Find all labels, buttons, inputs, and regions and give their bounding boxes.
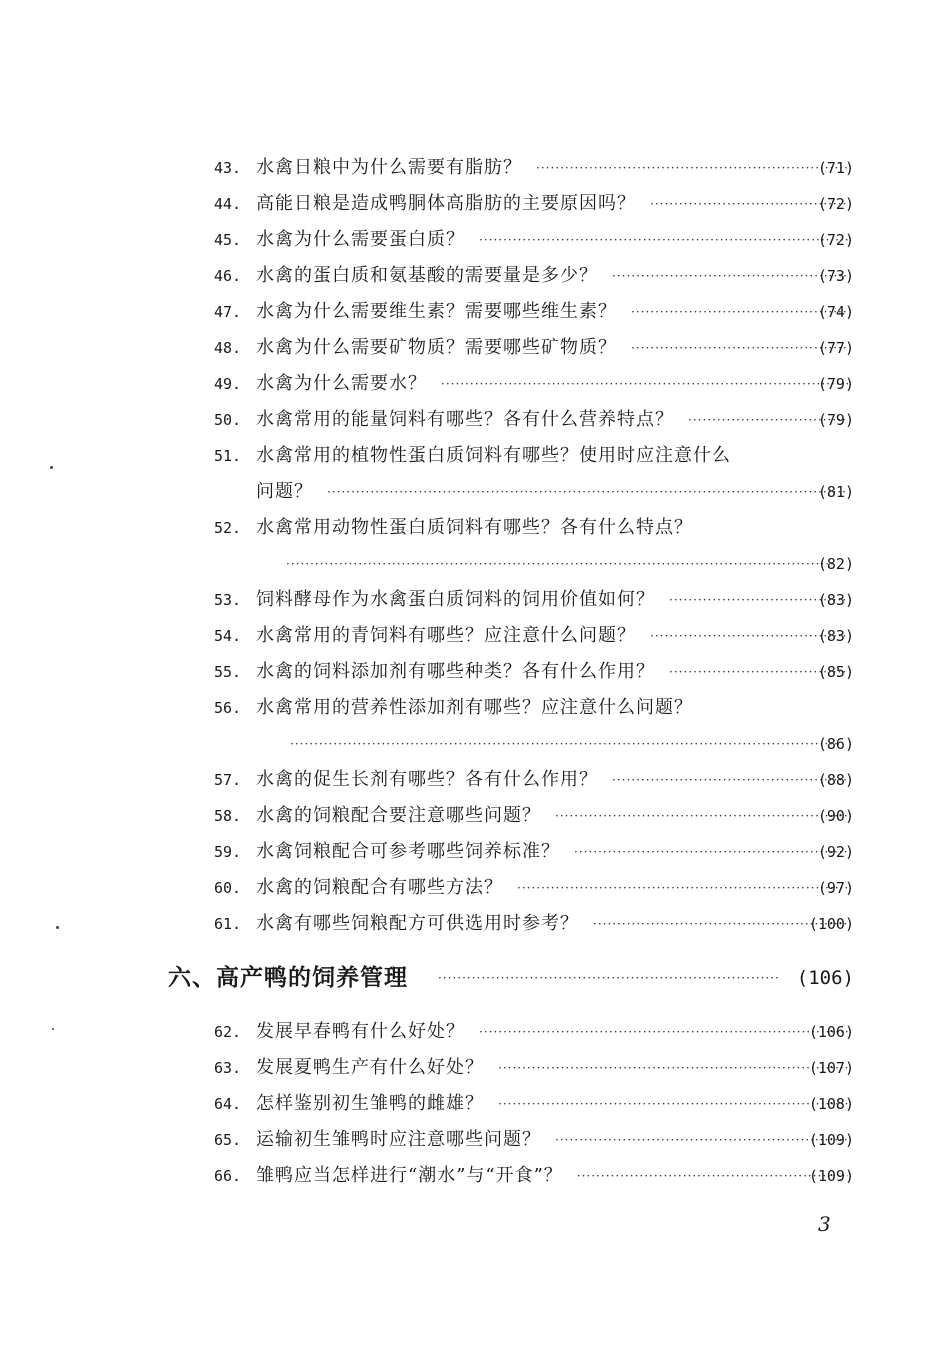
toc-entry bbox=[0, 762, 950, 798]
toc-entry bbox=[0, 1050, 950, 1086]
entry-page: (85) bbox=[817, 663, 854, 681]
toc-entry bbox=[0, 294, 950, 330]
entry-title: 水禽饲粮配合可参考哪些饲养标准？ bbox=[256, 841, 560, 862]
entry-page: (77) bbox=[817, 339, 854, 357]
toc-entry bbox=[0, 366, 950, 402]
entry-title: 水禽为什么需要矿物质？需要哪些矿物质？ bbox=[256, 337, 617, 358]
entry-title: 水禽的蛋白质和氨基酸的需要量是多少？ bbox=[256, 265, 598, 286]
section-title: 六、高产鸭的饲养管理 bbox=[168, 964, 408, 991]
entry-title: 运输初生雏鸭时应注意哪些问题？ bbox=[256, 1129, 541, 1150]
toc-entry-51-continued bbox=[0, 474, 950, 510]
entry-page: (79) bbox=[817, 411, 854, 429]
entry-page: (90) bbox=[817, 807, 854, 825]
entry-page: (108) bbox=[808, 1095, 854, 1113]
entry-page: (92) bbox=[817, 843, 854, 861]
entry-number: 46. bbox=[214, 267, 242, 285]
scan-speck bbox=[56, 926, 59, 929]
entry-page: (109) bbox=[808, 1131, 854, 1149]
entry-title: 饲料酵母作为水禽蛋白质饲料的饲用价值如何？ bbox=[256, 589, 655, 610]
entry-number: 64. bbox=[214, 1095, 242, 1113]
entry-number: 45. bbox=[214, 231, 242, 249]
toc-entry-56 bbox=[0, 690, 950, 726]
entry-title: 雏鸭应当怎样进行“潮水”与“开食”？ bbox=[256, 1165, 563, 1186]
toc-entry-52 bbox=[0, 510, 950, 546]
entry-number: 51. bbox=[214, 447, 242, 465]
entry-page: (100) bbox=[808, 915, 854, 933]
entry-page: (81) bbox=[817, 483, 854, 501]
entry-title: 水禽常用的青饲料有哪些？应注意什么问题？ bbox=[256, 625, 636, 646]
entry-title: 高能日粮是造成鸭胴体高脂肪的主要原因吗？ bbox=[256, 193, 636, 214]
entry-page: (72) bbox=[817, 195, 854, 213]
leader-dots bbox=[286, 546, 848, 582]
entry-title: 怎样鉴别初生雏鸭的雌雄？ bbox=[256, 1093, 484, 1114]
entry-title: 水禽常用的能量饲料有哪些？各有什么营养特点？ bbox=[256, 409, 674, 430]
toc-group-b bbox=[0, 582, 950, 690]
toc-entry bbox=[0, 402, 950, 438]
toc-group-d bbox=[0, 1014, 950, 1194]
toc-entry bbox=[0, 582, 950, 618]
toc-entry bbox=[0, 330, 950, 366]
entry-number: 54. bbox=[214, 627, 242, 645]
entry-title: 发展夏鸭生产有什么好处？ bbox=[256, 1057, 484, 1078]
entry-page: (109) bbox=[808, 1167, 854, 1185]
toc-group-a bbox=[0, 150, 950, 438]
leader-dots bbox=[290, 726, 848, 762]
entry-number: 53. bbox=[214, 591, 242, 609]
entry-title: 水禽的饲料添加剂有哪些种类？各有什么作用？ bbox=[256, 661, 655, 682]
toc-entry bbox=[0, 1158, 950, 1194]
entry-page: (83) bbox=[817, 627, 854, 645]
entry-page: (72) bbox=[817, 231, 854, 249]
entry-page: (74) bbox=[817, 303, 854, 321]
entry-title: 水禽为什么需要水？ bbox=[256, 373, 427, 394]
entry-number: 59. bbox=[214, 843, 242, 861]
leader-dots bbox=[327, 474, 848, 510]
entry-number: 58. bbox=[214, 807, 242, 825]
entry-number: 49. bbox=[214, 375, 242, 393]
entry-page: (71) bbox=[817, 159, 854, 177]
toc-group-c bbox=[0, 762, 950, 942]
entry-title: 水禽常用的营养性添加剂有哪些？应注意什么问题？ bbox=[256, 697, 693, 718]
toc-entry bbox=[0, 870, 950, 906]
toc-entry bbox=[0, 618, 950, 654]
entry-page: (107) bbox=[808, 1059, 854, 1077]
toc-entry bbox=[0, 150, 950, 186]
entry-page: (88) bbox=[817, 771, 854, 789]
entry-title: 水禽为什么需要维生素？需要哪些维生素？ bbox=[256, 301, 617, 322]
entry-number: 57. bbox=[214, 771, 242, 789]
leader-dots bbox=[498, 1086, 848, 1122]
leader-dots bbox=[498, 1050, 848, 1086]
leader-dots bbox=[441, 366, 848, 402]
entry-title: 水禽的促生长剂有哪些？各有什么作用？ bbox=[256, 769, 598, 790]
entry-title: 水禽常用的植物性蛋白质饲料有哪些？使用时应注意什么 bbox=[256, 445, 731, 466]
entry-number: 62. bbox=[214, 1023, 242, 1041]
entry-title: 水禽常用动物性蛋白质饲料有哪些？各有什么特点？ bbox=[256, 517, 693, 538]
toc-entry bbox=[0, 186, 950, 222]
entry-title-continued: 问题？ bbox=[256, 481, 313, 502]
scan-speck bbox=[52, 1028, 54, 1030]
section-page: (106) bbox=[796, 967, 854, 989]
toc-entry-56-continued bbox=[0, 726, 950, 762]
toc-entry bbox=[0, 222, 950, 258]
entry-title: 水禽的饲粮配合要注意哪些问题？ bbox=[256, 805, 541, 826]
toc-entry bbox=[0, 258, 950, 294]
entry-number: 63. bbox=[214, 1059, 242, 1077]
entry-number: 65. bbox=[214, 1131, 242, 1149]
entry-number: 50. bbox=[214, 411, 242, 429]
leader-dots bbox=[438, 942, 780, 1014]
toc-entry bbox=[0, 834, 950, 870]
entry-page: (79) bbox=[817, 375, 854, 393]
toc-entry bbox=[0, 1122, 950, 1158]
toc-entry bbox=[0, 1086, 950, 1122]
toc-entry-51 bbox=[0, 438, 950, 474]
table-of-contents bbox=[0, 150, 950, 1194]
entry-title: 发展早春鸭有什么好处？ bbox=[256, 1021, 465, 1042]
entry-number: 48. bbox=[214, 339, 242, 357]
entry-title: 水禽的饲粮配合有哪些方法？ bbox=[256, 877, 503, 898]
entry-number: 56. bbox=[214, 699, 242, 717]
entry-number: 52. bbox=[214, 519, 242, 537]
page-number: 3 bbox=[818, 1212, 831, 1236]
entry-page: (82) bbox=[817, 555, 854, 573]
leader-dots bbox=[479, 222, 848, 258]
entry-number: 55. bbox=[214, 663, 242, 681]
entry-number: 44. bbox=[214, 195, 242, 213]
toc-entry bbox=[0, 654, 950, 690]
entry-number: 43. bbox=[214, 159, 242, 177]
entry-title: 水禽日粮中为什么需要有脂肪？ bbox=[256, 157, 522, 178]
entry-number: 66. bbox=[214, 1167, 242, 1185]
entry-page: (97) bbox=[817, 879, 854, 897]
entry-number: 61. bbox=[214, 915, 242, 933]
entry-number: 60. bbox=[214, 879, 242, 897]
entry-page: (86) bbox=[817, 735, 854, 753]
leader-dots bbox=[479, 1014, 848, 1050]
entry-page: (106) bbox=[808, 1023, 854, 1041]
section-heading bbox=[0, 942, 950, 1014]
entry-number: 47. bbox=[214, 303, 242, 321]
scan-speck bbox=[50, 466, 53, 469]
entry-title: 水禽有哪些饲粮配方可供选用时参考？ bbox=[256, 913, 579, 934]
entry-page: (73) bbox=[817, 267, 854, 285]
entry-title: 水禽为什么需要蛋白质？ bbox=[256, 229, 465, 250]
entry-page: (83) bbox=[817, 591, 854, 609]
toc-entry bbox=[0, 798, 950, 834]
toc-entry bbox=[0, 1014, 950, 1050]
toc-entry-52-continued bbox=[0, 546, 950, 582]
toc-entry bbox=[0, 906, 950, 942]
